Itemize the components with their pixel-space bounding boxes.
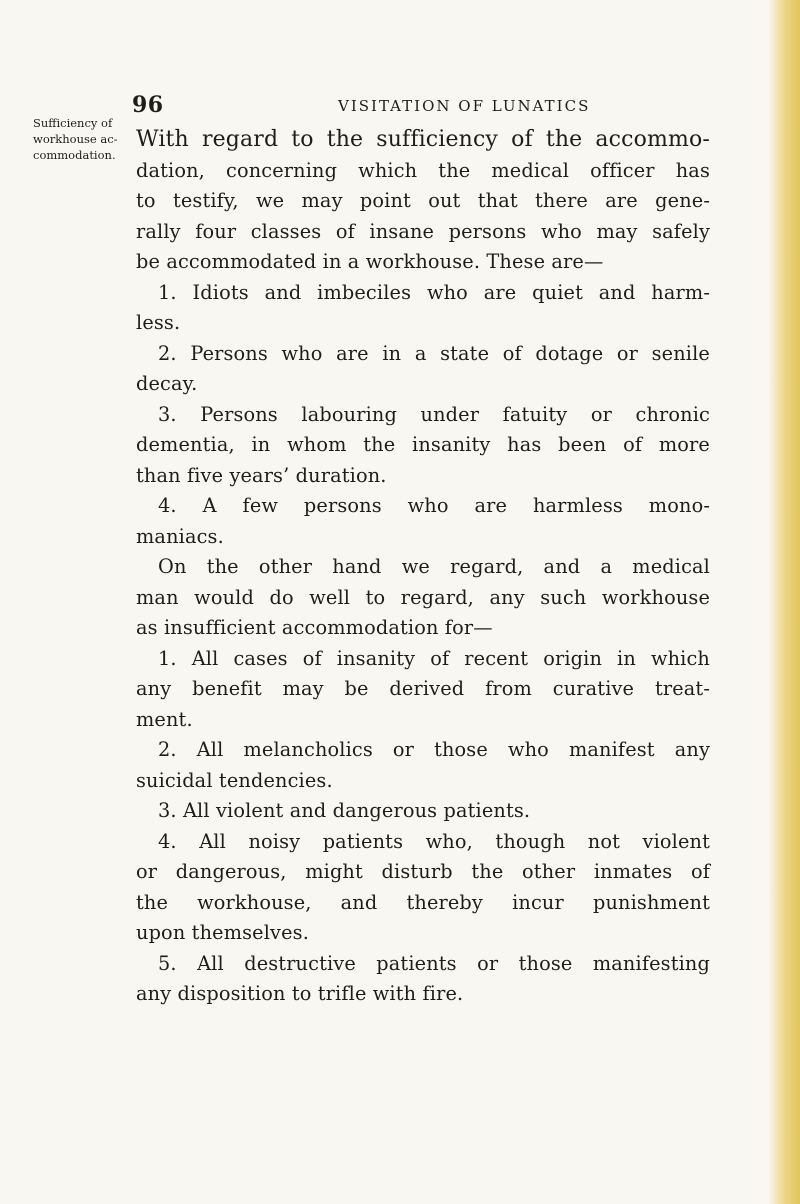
page-header	[132, 92, 660, 126]
text-line: decay.	[136, 372, 198, 395]
margin-sidenote	[33, 115, 143, 163]
text-line: dementia, in whom the insanity has been of more	[136, 433, 710, 456]
text-line: to testify, we may point out that there are gene-	[136, 189, 710, 212]
text-line: upon themselves.	[136, 921, 309, 944]
text-line: ment.	[136, 707, 193, 731]
body-text	[136, 125, 710, 1010]
list-item-line: 4. All noisy patients who, though not violent	[158, 829, 710, 853]
page-number: 96	[132, 92, 164, 118]
text-line: be accommodated in a workhouse. These are—	[136, 250, 604, 273]
paragraph-line: On the other hand we regard, and a medical	[158, 555, 710, 578]
text-line: dation, concerning which the medical officer has	[136, 158, 710, 182]
list-item-line: 4. A few persons who are harmless mono-	[158, 494, 710, 517]
text-line: any disposition to trifle with fire.	[136, 982, 464, 1005]
list-item-line: 2. All melancholics or those who manifest any	[158, 738, 710, 761]
sidenote-line: workhouse ac-	[33, 132, 118, 146]
text-line: suicidal tendencies.	[136, 768, 333, 792]
text-line: as insufficient accommodation for—	[136, 616, 493, 639]
text-line: With regard to the sufficiency of the accommo-	[136, 127, 710, 152]
page-edge-tint	[768, 0, 800, 1204]
text-line: maniacs.	[136, 524, 224, 548]
sidenote-line: Sufficiency of	[33, 116, 113, 130]
list-item-line: 5. All destructive patients or those manifesting	[158, 951, 710, 975]
list-item-line: 3. All violent and dangerous patients.	[158, 799, 531, 822]
text-line: or dangerous, might disturb the other inmates of	[136, 860, 710, 883]
list-item-line: 1. Idiots and imbeciles who are quiet and harm-	[158, 280, 710, 304]
text-line: than five years’ duration.	[136, 463, 387, 487]
running-title: VISITATION OF LUNATICS	[338, 97, 591, 115]
list-item-line: 2. Persons who are in a state of dotage or senile	[158, 341, 710, 365]
text-line: any benefit may be derived from curative treat-	[136, 677, 710, 700]
list-item-line: 3. Persons labouring under fatuity or chronic	[158, 402, 710, 426]
text-line: less.	[136, 311, 181, 334]
text-line: the workhouse, and thereby incur punishment	[136, 890, 710, 914]
sidenote-line: commodation.	[33, 148, 116, 162]
text-line: rally four classes of insane persons who may safely	[136, 219, 710, 243]
list-item-line: 1. All cases of insanity of recent origin in which	[158, 646, 710, 670]
text-line: man would do well to regard, any such workhouse	[136, 585, 710, 609]
